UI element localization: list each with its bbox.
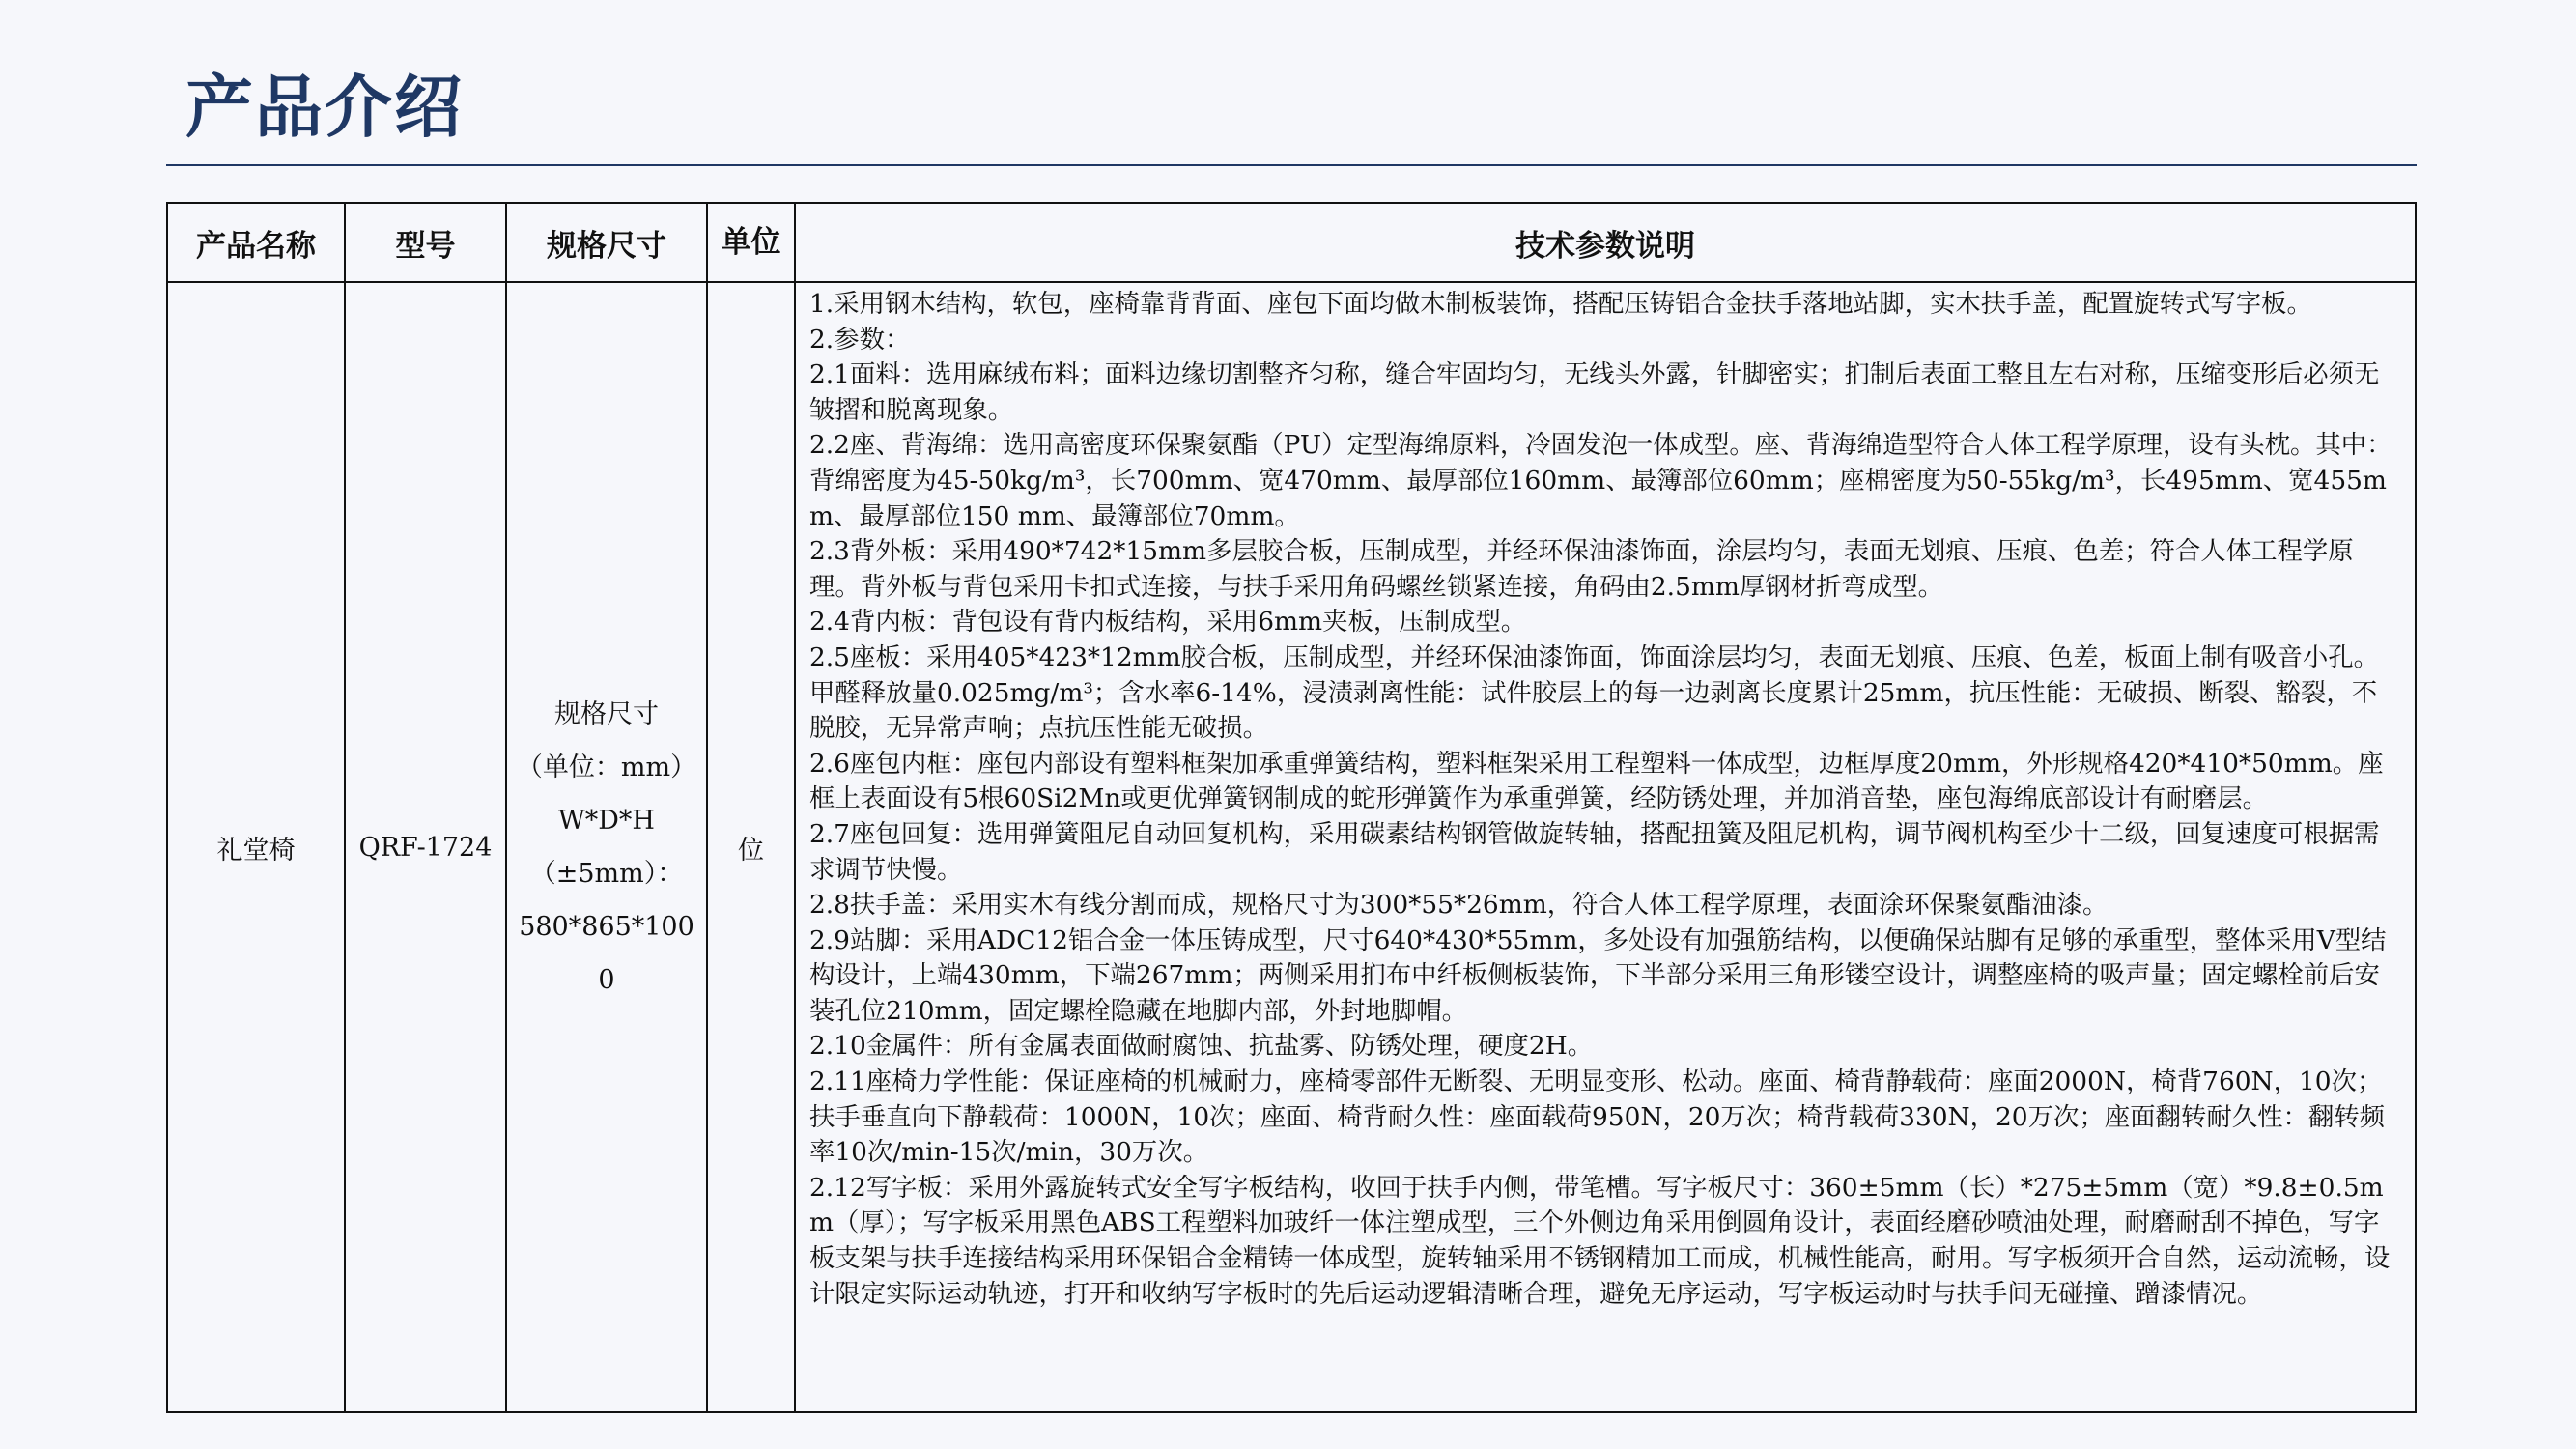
table-header-row (167, 203, 2416, 282)
tech-paragraph: 2.5座板：采用405*423*12mm胶合板，压制成型，并经环保油漆饰面，饰面涂层均匀，表面无划痕、压痕、色差，板面上制有吸音小孔。甲醛释放量0.025mg/m³；含水率6-14%，浸渍剥离性能：试件胶层上的每一边剥离长度累计25mm，抗压性能：无破损、断裂、豁裂，不脱胶，无异常声响；点抗压性能无破损。 (809, 641, 2380, 744)
tech-paragraph: 2.9站脚：采用ADC12铝合金一体压铸成型，尺寸640*430*55mm，多处设有加强筋结构，以便确保站脚有足够的承重型，整体采用V型结构设计，上端430mm，下端267mm；两侧采用扪布中纤板侧板装饰，下半部分采用三角形镂空设计，调整座椅的吸声量；固定螺栓前后安装孔位210mm，固定螺栓隐藏在地脚内部，外封地脚帽。 (809, 924, 2387, 1026)
tech-paragraph: 2.11座椅力学性能：保证座椅的机械耐力，座椅零部件无断裂、无明显变形、松动。座面、椅背静载荷：座面2000N，椅背760N，10次；扶手垂直向下静载荷：1000N，10次；座面、椅背耐久性：座面载荷950N，20万次；椅背载荷330N，20万次；座面翻转耐久性：翻转频率10次/min-15次/min，30万次。 (809, 1066, 2386, 1168)
size-line: W*D*H (558, 806, 655, 836)
tech-paragraph: 2.12写字板：采用外露旋转式安全写字板结构，收回于扶手内侧，带笔槽。写字板尺寸：360±5mm（长）*275±5mm（宽）*9.8±0.5mm（厚）；写字板采用黑色ABS工程塑料加玻纤一体注塑成型，三个外侧边角采用倒圆角设计，表面经磨砂喷油处理，耐磨耐刮不掉色，写字板支架与扶手连接结构采用环保铝合金精铸一体成型，旋转轴采用不锈钢精加工而成，机械性能高，耐用。写字板须开合自然，运动流畅，设计限定实际运动轨迹，打开和收纳写字板时的先后运动逻辑清晰合理，避免无序运动，写字板运动时与扶手间无碰撞、蹭漆情况。 (809, 1172, 2391, 1309)
tech-paragraph: 2.8扶手盖：采用实木有线分割而成，规格尺寸为300*55*26mm，符合人体工程学原理，表面涂环保聚氨酯油漆。 (809, 890, 2109, 921)
size-line: （±5mm）： (529, 859, 684, 889)
size-line: （单位：mm） (516, 753, 697, 782)
size-line: 规格尺寸 (554, 699, 659, 729)
cell-model: QRF-1724 (345, 282, 506, 1412)
size-line: 580*865*100 (519, 912, 694, 942)
header-unit: 单位 (707, 203, 795, 282)
tech-paragraph: 2.2座、背海绵：选用高密度环保聚氨酯（PU）定型海绵原料，冷固发泡一体成型。座、背海绵造型符合人体工程学原理，设有头枕。其中：背绵密度为45-50kg/m³，长700mm、宽470mm、最厚部位160mm、最簿部位60mm；座棉密度为50-55kg/m³，长495mm、宽455mm、最厚部位150 mm、最簿部位70mm。 (809, 430, 2392, 531)
header-size: 规格尺寸 (506, 203, 707, 282)
header-model: 型号 (345, 203, 506, 282)
product-spec-table (166, 202, 2417, 1413)
cell-unit: 位 (707, 282, 795, 1412)
cell-size (506, 282, 707, 1412)
tech-paragraph: 2.6座包内框：座包内部设有塑料框架加承重弹簧结构，塑料框架采用工程塑料一体成型，边框厚度20mm，外形规格420*410*50mm。座框上表面设有5根60Si2Mn或更优弹簧钢制成的蛇形弹簧作为承重弹簧，经防锈处理，并加消音垫，座包海绵底部设计有耐磨层。 (809, 748, 2384, 814)
header-tech-params: 技术参数说明 (795, 203, 2416, 282)
cell-tech-params (795, 282, 2416, 1412)
tech-paragraph: 1.采用钢木结构，软包，座椅靠背背面、座包下面均做木制板装饰，搭配压铸铝合金扶手落地站脚，实木扶手盖，配置旋转式写字板。 (809, 289, 2312, 319)
cell-product-name: 礼堂椅 (167, 282, 345, 1412)
tech-paragraph: 2.4背内板：背包设有背内板结构，采用6mm夹板，压制成型。 (809, 607, 1527, 638)
tech-paragraph: 2.3背外板：采用490*742*15mm多层胶合板，压制成型，并经环保油漆饰面，涂层均匀，表面无划痕、压痕、色差；符合人体工程学原理。背外板与背包采用卡扣式连接，与扶手采用角码螺丝锁紧连接，角码由2.5mm厚钢材折弯成型。 (809, 536, 2354, 602)
tech-paragraph: 2.参数： (809, 324, 911, 355)
table-row (167, 282, 2416, 1412)
tech-paragraph: 2.1面料：选用麻绒布料；面料边缘切割整齐匀称，缝合牢固均匀，无线头外露，针脚密实；扪制后表面工整且左右对称，压缩变形后必须无皱摺和脱离现象。 (809, 359, 2380, 425)
header-product-name: 产品名称 (167, 203, 345, 282)
size-line: 0 (598, 965, 615, 995)
tech-paragraph: 2.7座包回复：选用弹簧阻尼自动回复机构，采用碳素结构钢管做旋转轴，搭配扭簧及阻尼机构，调节阀机构至少十二级，回复速度可根据需求调节快慢。 (809, 818, 2380, 885)
title-divider (166, 164, 2417, 166)
tech-paragraph: 2.10金属件：所有金属表面做耐腐蚀、抗盐雾、防锈处理，硬度2H。 (809, 1031, 1594, 1062)
page-title: 产品介绍 (185, 68, 464, 147)
